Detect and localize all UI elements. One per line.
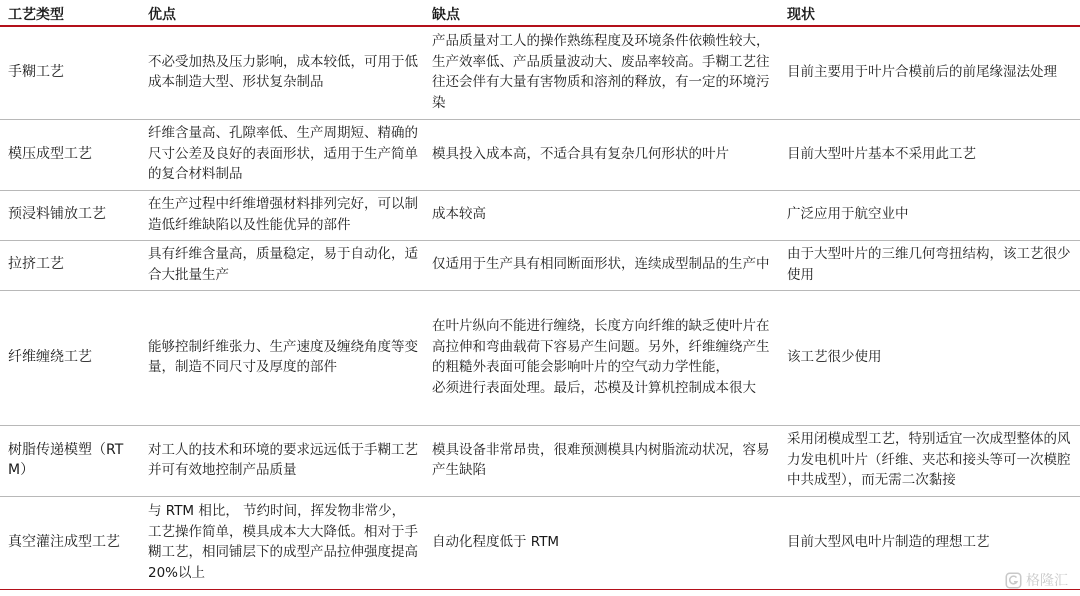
gelonghui-logo-icon [1005, 572, 1022, 589]
cell-pros: 在生产过程中纤维增强材料排列完好，可以制造低纤维缺陷以及性能优异的部件 [140, 190, 424, 240]
cell-pros: 与 RTM 相比， 节约时间，挥发物非常少，工艺操作简单，模具成本大大降低。相对于手糊工艺，相同铺层下的成型产品拉伸强度提高 20%以上 [140, 496, 424, 589]
table-row [0, 290, 1080, 425]
table-row [0, 240, 1080, 290]
cell-pros: 纤维含量高、孔隙率低、生产周期短、精确的尺寸公差及良好的表面形状，适用于生产简单的复合材料制品 [140, 119, 424, 190]
table-row [0, 119, 1080, 190]
cell-type: 模压成型工艺 [0, 119, 140, 190]
watermark [1005, 570, 1068, 590]
header-cons: 缺点 [424, 6, 779, 26]
process-comparison-table [0, 6, 1080, 590]
header-pros: 优点 [140, 6, 424, 26]
header-status: 现状 [779, 6, 1080, 26]
cell-type: 预浸料铺放工艺 [0, 190, 140, 240]
cell-status: 目前大型风电叶片制造的理想工艺 [779, 496, 1080, 589]
cell-status: 该工艺很少使用 [779, 290, 1080, 425]
cell-cons [424, 290, 779, 425]
cell-type: 纤维缠绕工艺 [0, 290, 140, 425]
cell-pros: 不必受加热及压力影响，成本较低，可用于低成本制造大型、形状复杂制品 [140, 26, 424, 119]
cell-cons: 模具设备非常昂贵，很难预测模具内树脂流动状况，容易产生缺陷 [424, 425, 779, 496]
cell-cons: 自动化程度低于 RTM [424, 496, 779, 589]
cell-type: 树脂传递模塑（RTM） [0, 425, 140, 496]
cell-status: 采用闭模成型工艺，特别适宜一次成型整体的风力发电机叶片（纤维、夹芯和接头等可一次模腔中共成型），而无需二次黏接 [779, 425, 1080, 496]
cell-type: 拉挤工艺 [0, 240, 140, 290]
table-row [0, 26, 1080, 119]
cons-line: 在叶片纵向不能进行缠绕，长度方向纤维的缺乏使叶片在高拉伸和弯曲载荷下容易产生问题。另外，纤维缠绕产生的粗糙外表面可能会影响叶片的空气动力学性能， [432, 318, 770, 375]
cell-type: 手糊工艺 [0, 26, 140, 119]
cell-cons: 模具投入成本高，不适合具有复杂几何形状的叶片 [424, 119, 779, 190]
cell-status: 广泛应用于航空业中 [779, 190, 1080, 240]
cell-pros: 能够控制纤维张力、生产速度及缠绕角度等变量，制造不同尺寸及厚度的部件 [140, 290, 424, 425]
table-row [0, 190, 1080, 240]
cell-status: 由于大型叶片的三维几何弯扭结构，该工艺很少使用 [779, 240, 1080, 290]
cell-status: 目前主要用于叶片合模前后的前尾缘湿法处理 [779, 26, 1080, 119]
cell-cons: 成本较高 [424, 190, 779, 240]
cons-line: 必须进行表面处理。最后，芯模及计算机控制成本很大 [432, 379, 756, 396]
header-type: 工艺类型 [0, 6, 140, 26]
cell-status: 目前大型叶片基本不采用此工艺 [779, 119, 1080, 190]
cell-pros: 具有纤维含量高，质量稳定，易于自动化，适合大批量生产 [140, 240, 424, 290]
table-row [0, 425, 1080, 496]
cell-cons: 产品质量对工人的操作熟练程度及环境条件依赖性较大，生产效率低、产品质量波动大、废品率较高。手糊工艺往往还会伴有大量有害物质和溶剂的释放，有一定的环境污染 [424, 26, 779, 119]
cell-cons: 仅适用于生产具有相同断面形状，连续成型制品的生产中 [424, 240, 779, 290]
cell-pros: 对工人的技术和环境的要求远远低于手糊工艺并可有效地控制产品质量 [140, 425, 424, 496]
header-row [0, 6, 1080, 26]
cell-type: 真空灌注成型工艺 [0, 496, 140, 589]
watermark-text: 格隆汇 [1026, 573, 1068, 589]
table-row [0, 496, 1080, 589]
